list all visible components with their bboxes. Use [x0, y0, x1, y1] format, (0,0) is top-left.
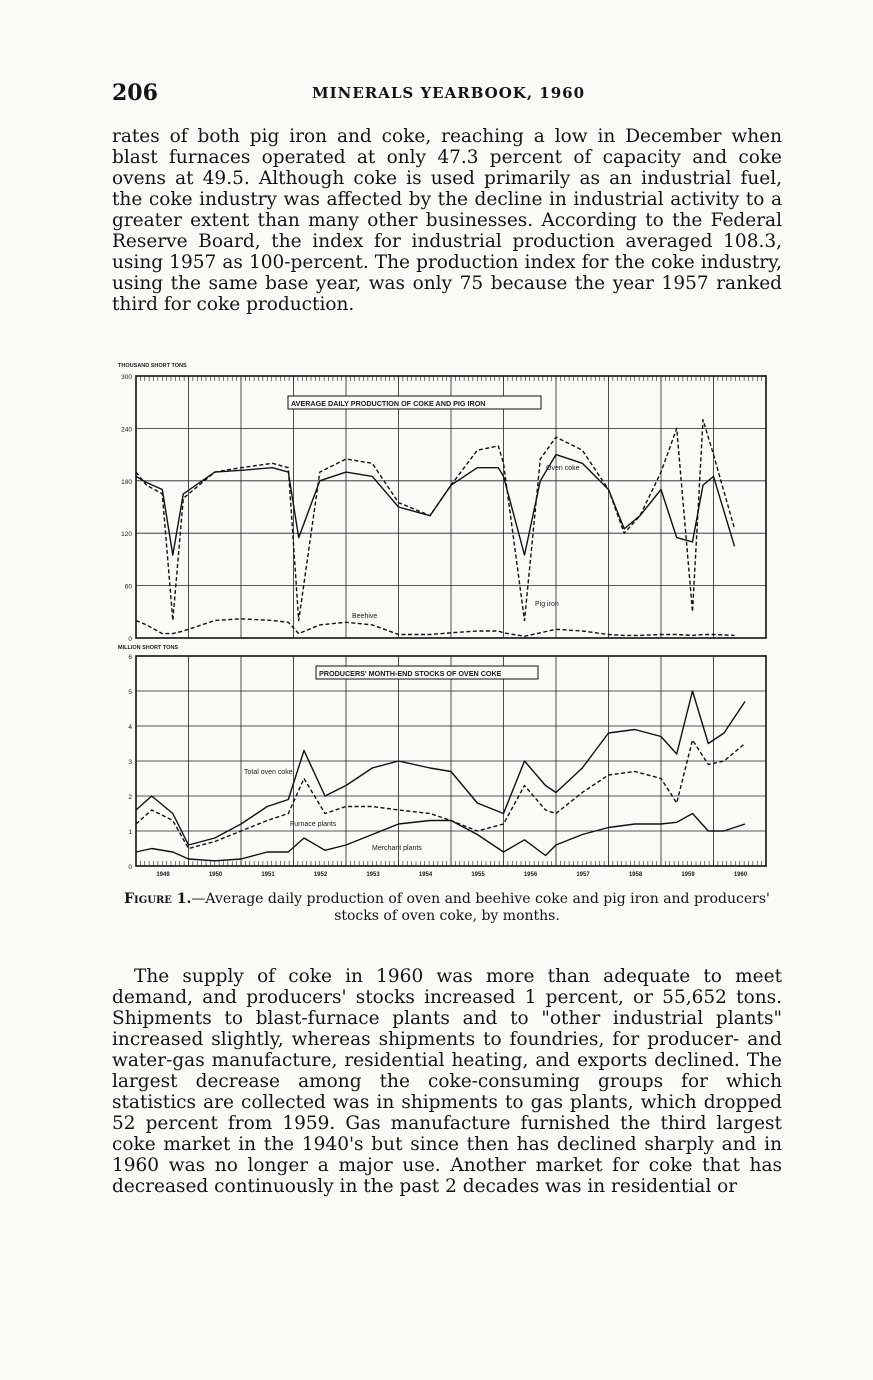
x-tick-label: 1952 [313, 872, 328, 876]
label-oven-coke: Oven coke [546, 465, 580, 472]
y-tick-label: 5 [128, 689, 132, 696]
top-y-ticks [121, 374, 132, 643]
label-furnace-plants: Furnace plants [290, 821, 337, 828]
y-tick-label: 0 [128, 864, 132, 871]
x-tick-label: 1954 [418, 872, 433, 876]
label-beehive: Beehive [352, 613, 378, 620]
figure-caption [112, 891, 782, 925]
page-header [112, 80, 782, 110]
x-tick-label: 1958 [628, 872, 643, 876]
x-tick-label: 1960 [733, 872, 748, 876]
bottom-chart-title: PRODUCERS' MONTH-END STOCKS OF OVEN COKE [319, 669, 502, 678]
y-tick-label: 1 [128, 829, 132, 836]
series-pig-iron [136, 420, 735, 621]
x-tick-label: 1955 [471, 872, 485, 876]
label-pig-iron: Pig iron [535, 601, 559, 608]
y-tick-label: 2 [128, 794, 132, 801]
x-tick-labels [156, 872, 748, 876]
y-tick-label: 4 [128, 724, 132, 731]
paragraph-1: rates of both pig iron and coke, reaching a low in December when blast furnaces operated at only 47.3 percent of capacity and coke ovens at 49.5. Although coke is used primarily as an industrial fuel, the coke industry was affected by the decline in industrial activity to a greater extent than many other businesses. According to the Federal Reserve Board, the index for industrial production averaged 108.3, using 1957 as 100-percent. The production index for the coke industry, using the same base year, was only 75 because the year 1957 ranked third for coke production. [112, 126, 782, 315]
bottom-y-ticks [128, 654, 132, 871]
y-tick-label: 240 [121, 426, 132, 434]
x-tick-label: 1957 [576, 872, 590, 876]
series-total-oven-coke [136, 691, 745, 845]
paragraph-2: The supply of coke in 1960 was more than adequate to meet demand, and producers' stocks increased 1 percent, or 55,652 tons. Shipments to blast-furnace plants and to "other industrial plants" increased slightly, whereas shipments to foundries, for producer- and water-gas manufacture, residential heating, and exports declined. The largest decrease among the coke-consuming groups for which statistics are collected was in shipments to gas plants, which dropped 52 percent from 1959. Gas manufacture furnished the third largest coke market in the 1940's but since then has declined sharply and in 1960 was no longer a major use. Another market for coke that has decreased continuously in the past 2 decades was in residential or [112, 966, 782, 1197]
caption-text: —Average daily production of oven and beehive coke and pig iron and producers' stocks of oven coke, by months. [191, 891, 770, 924]
y-tick-label: 3 [128, 759, 132, 766]
x-tick-label: 1949 [156, 872, 170, 876]
page-number: 206 [112, 80, 158, 106]
x-tick-label: 1950 [208, 872, 223, 876]
series-lines [136, 420, 745, 861]
x-tick-label: 1959 [681, 872, 695, 876]
y-tick-label: 6 [128, 654, 132, 661]
running-title: MINERALS YEARBOOK, 1960 [312, 84, 586, 102]
y-tick-label: 180 [121, 478, 132, 486]
figure-chart [110, 356, 770, 876]
top-y-unit-label: THOUSAND SHORT TONS [118, 363, 187, 369]
label-total-oven-coke: Total oven coke [244, 769, 293, 776]
series-furnace-plants [136, 740, 745, 849]
label-merchant-plants: Merchant plants [372, 845, 422, 852]
top-chart-title: AVERAGE DAILY PRODUCTION OF COKE AND PIG IRON [291, 399, 486, 408]
x-tick-label: 1951 [261, 872, 275, 876]
series-oven-coke [136, 455, 735, 555]
bottom-y-unit-label: MILLION SHORT TONS [118, 645, 179, 651]
y-tick-label: 300 [121, 374, 132, 381]
y-tick-label: 60 [124, 583, 132, 591]
y-tick-label: 0 [128, 636, 132, 643]
caption-label: Figure 1. [124, 891, 192, 907]
x-tick-label: 1953 [366, 872, 380, 876]
x-tick-label: 1956 [523, 872, 538, 876]
grid-lines [136, 376, 766, 866]
y-tick-label: 120 [121, 531, 132, 539]
series-beehive [136, 619, 735, 637]
